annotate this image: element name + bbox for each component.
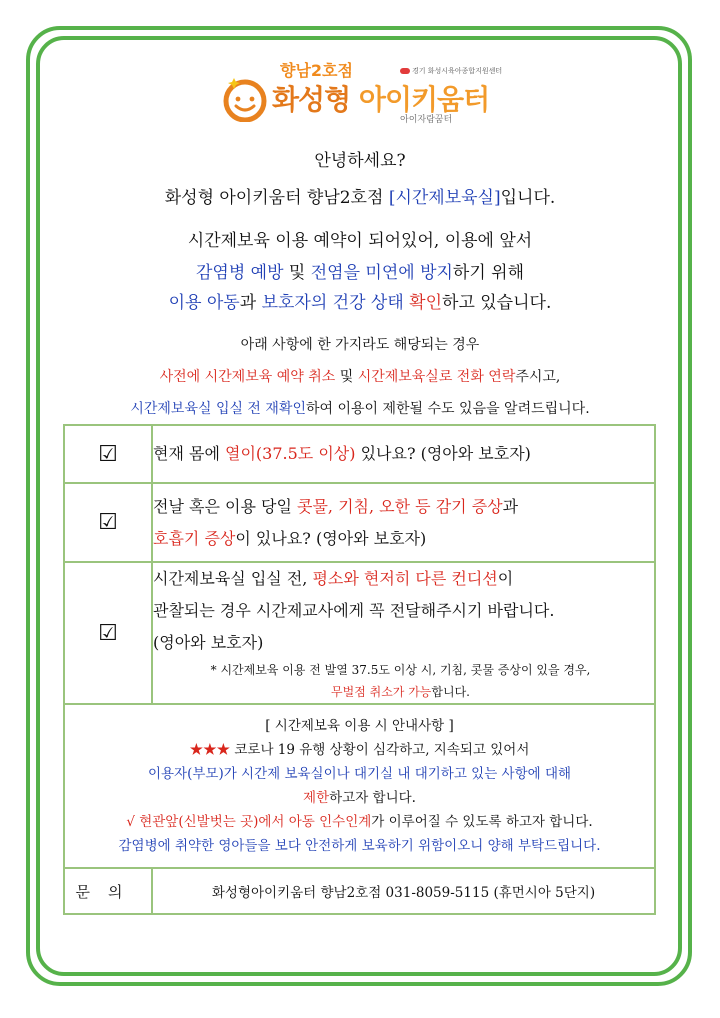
condition-line-1: 아래 사항에 한 가지라도 해당되는 경우	[240, 337, 480, 353]
note-line-1: * 시간제보육 이용 전 발열 37.5도 이상 시, 기침, 콧물 증상이 있을 경우,	[210, 663, 591, 677]
notice-title: [ 시간제보육 이용 시 안내사항 ]	[265, 718, 454, 734]
stars-icon: ★★★	[189, 742, 231, 758]
para-line-1: 시간제보육 이용 예약이 되어있어, 이용에 앞서	[187, 231, 533, 251]
notice-line-2: 이용자(부모)가 시간제 보육실이나 대기실 내 대기하고 있는 사항에 대해	[147, 766, 572, 782]
intro-line: 화성형 아이키움터 향남2호점 [시간제보육실]입니다.	[164, 188, 556, 208]
question-condition: 시간제보육실 입실 전, 평소와 현저히 다른 컨디션이 관찰되는 경우 시간제교사에게 꼭 전달해주시기 바랍니다. (영아와 보호자) * 시간제보육 이용 전 발열 37.5도 이상 시, 기침, 콧물 증상이 있을 경우, 무벌점 취소가 가능합니다.	[152, 562, 655, 704]
checklist-row-cold	[64, 483, 655, 562]
checklist-row-fever	[64, 425, 655, 483]
child-face-logo-icon	[222, 76, 268, 122]
inquiry-contact: 화성형아이키움터 향남2호점 031-8059-5115 (휴먼시아 5단지)	[152, 868, 655, 914]
notice-line-1: ★★★ 코로나 19 유행 상황이 심각하고, 지속되고 있어서	[189, 742, 530, 758]
notice-line-3: 제한하고자 합니다.	[303, 790, 416, 806]
para-line-3: 이용 아동과 보호자의 건강 상태 확인하고 있습니다.	[168, 293, 552, 313]
logo-title: 화성형 아이키움터	[272, 83, 490, 116]
greeting: 안녕하세요?	[314, 151, 406, 171]
notice-line-5: 감염병에 취약한 영아들을 보다 안전하게 보육하기 위함이오니 양해 부탁드립니다.	[118, 838, 601, 854]
notice-row	[64, 704, 655, 868]
checklist-table	[63, 424, 656, 915]
logo	[222, 58, 502, 130]
logo-branch: 향남2호점	[280, 61, 353, 80]
inquiry-row	[64, 868, 655, 914]
inquiry-label: 문의	[64, 868, 152, 914]
condition-line-3: 시간제보육실 입실 전 재확인하여 이용이 제한될 수도 있음을 알려드립니다.	[130, 401, 590, 417]
condition-line-2: 사전에 시간제보육 예약 취소 및 시간제보육실로 전화 연락주시고,	[159, 369, 561, 385]
para-line-2: 감염병 예방 및 전염을 미연에 방지하기 위해	[195, 263, 525, 283]
question-fever: 현재 몸에 열이(37.5도 이상) 있나요? (영아와 보호자)	[152, 425, 655, 483]
org-mark-icon	[400, 68, 410, 74]
logo-tagline: 아이자람꿈터	[400, 115, 453, 125]
checkbox-icon: ☑	[64, 562, 152, 704]
checklist-row-condition	[64, 562, 655, 704]
checkbox-icon: ☑	[64, 425, 152, 483]
notice-box	[64, 704, 655, 868]
checkmark-icon: √	[126, 814, 135, 830]
question-cold-symptoms: 전날 혹은 이용 당일 콧물, 기침, 오한 등 감기 증상과 호흡기 증상이 있나요? (영아와 보호자)	[152, 483, 655, 562]
checkbox-icon: ☑	[64, 483, 152, 562]
note-line-2: 무벌점 취소가 가능합니다.	[331, 685, 470, 699]
notice-line-4: √ 현관앞(신발벗는 곳)에서 아동 인수인계가 이루어질 수 있도록 하고자 합니다.	[126, 814, 593, 830]
logo-org: 경기 화성시육아종합지원센터	[400, 66, 502, 76]
